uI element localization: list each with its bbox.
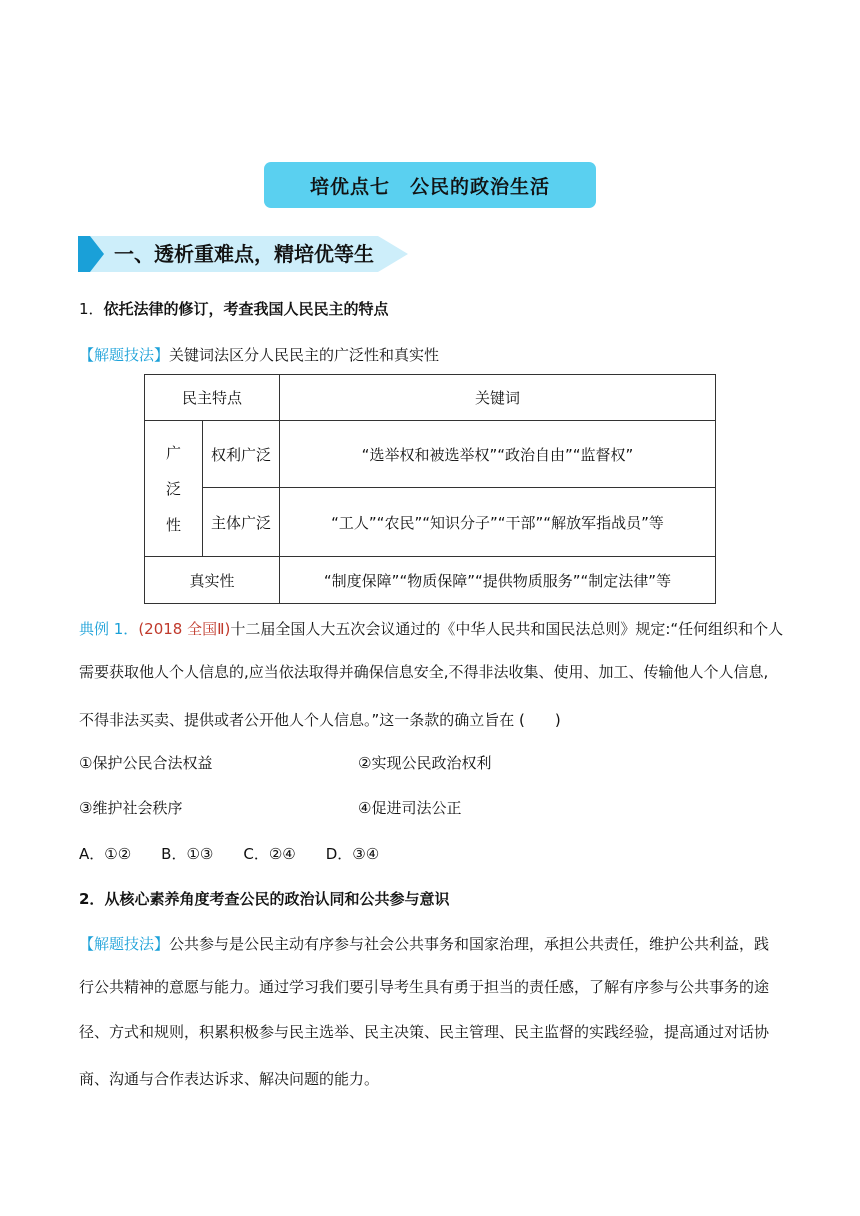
option-2: ②实现公民政治权利 [358,754,492,772]
table-row [145,488,716,557]
table-header-left: 民主特点 [145,375,280,421]
table-header-right: 关键词 [280,375,716,421]
item2-number: 2． [79,890,105,908]
example1-line2: 需要获取他人个人信息的,应当依法取得并确保信息安全,不得非法收集、使用、加工、传输他人个人信息, [79,663,769,681]
tip1-text: 关键词法区分人民民主的广泛性和真实性 [169,346,440,364]
table-row-keywords: “选举权和被选举权”“政治自由”“监督权” [280,421,716,488]
table-row-label: 主体广泛 [203,488,280,557]
tip2-tag: 【解题技法】 [79,935,170,953]
table-header-row [145,375,716,421]
table-row-keywords: “制度保障”“物质保障”“提供物质服务”“制定法律”等 [280,557,716,604]
tip1-tag: 【解题技法】 [79,346,170,364]
tip2-line2: 行公共精神的意愿与能力。通过学习我们要引导考生具有勇于担当的责任感，了解有序参与公共事务的途 [79,978,770,996]
tip2-line3: 径、方式和规则，积累积极参与民主选举、民主决策、民主管理、民主监督的实践经验，提高通过对话协 [79,1023,770,1041]
table-row [145,421,716,488]
option-1: ①保护公民合法权益 [79,754,213,772]
option-3: ③维护社会秩序 [79,799,183,817]
answer-choices: A．①② B．①③ C．②④ D．③④ [79,845,380,863]
tip2-line4: 商、沟通与合作表达诉求、解决问题的能力。 [79,1070,380,1088]
table-row-keywords: “工人”“农民”“知识分子”“干部”“解放军指战员”等 [280,488,716,557]
keyword-table [144,374,716,604]
item2-text: 从核心素养角度考查公民的政治认同和公共参与意识 [104,890,450,908]
table-row [145,557,716,604]
group-char: 泛 [165,479,181,498]
example1-line1 [79,618,783,639]
table-group-cell [145,421,203,557]
example1-line3: 不得非法买卖、提供或者公开他人个人信息。”这一条款的确立旨在 ( ) [79,711,561,729]
example-source: (2018 全国Ⅱ) [138,620,231,638]
table-row-label: 真实性 [145,557,280,604]
section-title: 一、透析重难点，精培优等生 [114,242,374,266]
option-4: ④促进司法公正 [358,799,462,817]
tip2-line1 [79,933,769,954]
example-text: 十二届全国人大五次会议通过的《中华人民共和国民法总则》规定:“任何组织和个人 [230,620,784,638]
tip1 [79,344,439,365]
item1-number: 1． [79,300,104,318]
item1-text: 依托法律的修订，考查我国人民民主的特点 [103,300,389,318]
example-label: 典例 1． [79,620,139,638]
section-banner [78,236,408,272]
table-row-label: 权利广泛 [203,421,280,488]
group-char: 广 [165,443,181,462]
tip2-text: 公共参与是公民主动有序参与社会公共事务和国家治理，承担公共责任，维护公共利益，践 [169,935,770,953]
group-char: 性 [165,515,181,534]
item2-heading [79,888,449,909]
page-title: 培优点七 公民的政治生活 [264,162,596,208]
item1-heading [79,298,389,319]
